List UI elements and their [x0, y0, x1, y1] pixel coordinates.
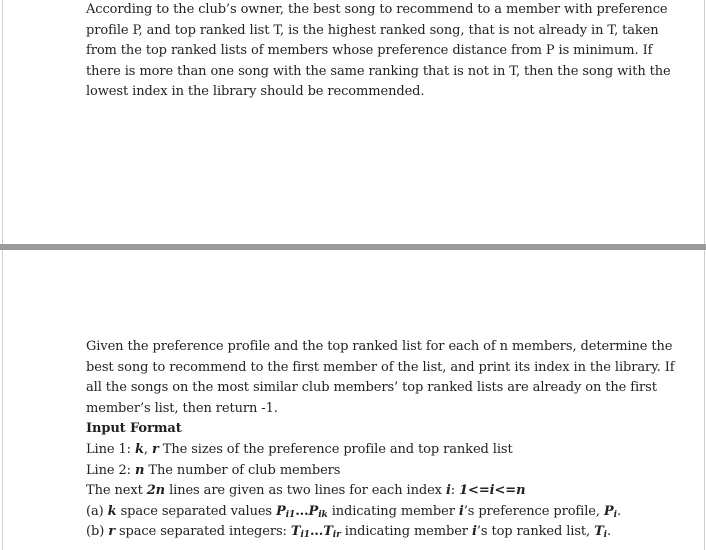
- document-page-1: [2, 0, 705, 244]
- paragraph-line: member’s list, then return -1.: [86, 400, 278, 416]
- paragraph-line: all the songs on the most similar club members’ top ranked lists are already on the first: [86, 380, 657, 396]
- paragraph-line: profile P, and top ranked list T, is the highest ranked song, that is not already in T, taken: [86, 22, 659, 38]
- input-format-line-1: Line 1: k, r The sizes of the preference profile and top ranked list: [86, 441, 513, 457]
- task-description: [86, 337, 675, 543]
- input-format-line-2: Line 2: n The number of club members: [86, 462, 341, 478]
- recommendation-rule-paragraph: [86, 0, 671, 103]
- paragraph-line: lowest index in the library should be recommended.: [86, 84, 425, 100]
- paragraph-line: Given the preference profile and the top ranked list for each of n members, determine the: [86, 339, 673, 354]
- input-format-line-5: (b) r space separated integers: $T_{i1}...T_{ir}$ indicating member i’s top ranked list, $T_i$.: [86, 524, 612, 541]
- input-format-heading: Input Format: [86, 421, 182, 437]
- paragraph-line: best song to recommend to the first member of the list, and print its index in the library. If: [86, 359, 675, 375]
- paragraph-line: from the top ranked lists of members whose preference distance from P is minimum. If: [86, 43, 653, 59]
- paragraph-line: there is more than one song with the same ranking that is not in T, then the song with the: [86, 63, 671, 79]
- input-format-line-4: (a) k space separated values $P_{i1}...P_{ik}$ indicating member i’s preference profile, $P_i$.: [86, 503, 621, 520]
- paragraph-line: According to the club’s owner, the best song to recommend to a member with preference: [86, 2, 668, 17]
- document-page-2: [2, 250, 705, 550]
- input-format-line-3: The next 2n lines are given as two lines for each index i: 1<=i<=n: [86, 483, 526, 499]
